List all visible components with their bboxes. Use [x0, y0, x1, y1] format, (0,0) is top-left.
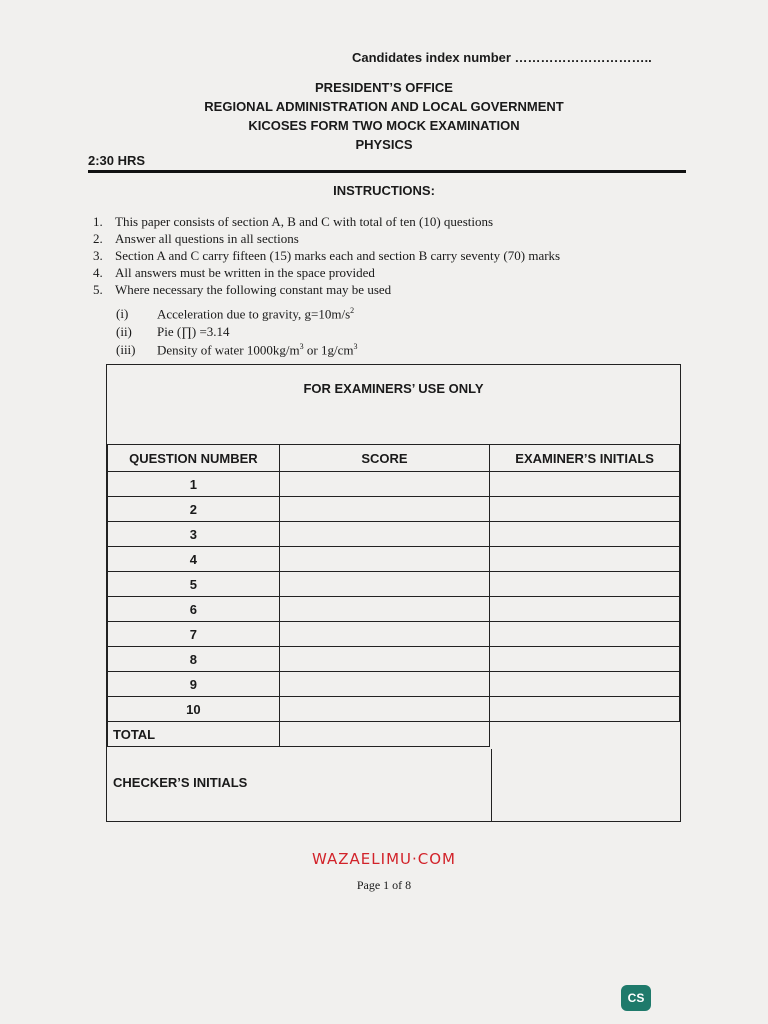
examiner-title: FOR EXAMINERS’ USE ONLY [303, 381, 484, 396]
candidate-index-line: Candidates index number ………………………….. [352, 50, 652, 65]
initials-cell[interactable] [490, 522, 680, 547]
instruction-item: 2. Answer all questions in all sections [93, 231, 299, 246]
table-row [108, 697, 680, 722]
header-question-number: QUESTION NUMBER [108, 445, 280, 472]
header-examiner-initials: EXAMINER’S INITIALS [490, 445, 680, 472]
table-row [108, 522, 680, 547]
score-cell[interactable] [279, 547, 490, 572]
score-cell[interactable] [279, 672, 490, 697]
initials-cell[interactable] [490, 672, 680, 697]
table-row [108, 672, 680, 697]
score-cell[interactable] [279, 647, 490, 672]
score-cell[interactable] [279, 597, 490, 622]
score-cell[interactable] [279, 497, 490, 522]
initials-cell[interactable] [490, 622, 680, 647]
header-score: SCORE [279, 445, 490, 472]
examiner-box [106, 364, 681, 822]
question-number: 6 [108, 597, 280, 622]
table-header-row [108, 445, 680, 472]
initials-cell[interactable] [490, 647, 680, 672]
table-row [108, 497, 680, 522]
question-number: 9 [108, 672, 280, 697]
exam-duration: 2:30 HRS [88, 153, 146, 168]
score-table [107, 444, 680, 747]
table-row [108, 597, 680, 622]
score-cell[interactable] [279, 522, 490, 547]
header-exam: KICOSES FORM TWO MOCK EXAMINATION [248, 118, 520, 133]
total-label: TOTAL [108, 722, 280, 747]
constant-gravity: (i) Acceleration due to gravity, $g=10m/s^2$ [116, 306, 355, 322]
question-number: 3 [108, 522, 280, 547]
initials-cell[interactable] [490, 497, 680, 522]
total-score-cell[interactable] [279, 722, 490, 747]
table-row [108, 472, 680, 497]
instruction-item: 5. Where necessary the following constant may be used [93, 282, 392, 297]
initials-cell[interactable] [490, 472, 680, 497]
scanner-badge-icon: CS [621, 985, 651, 1011]
checker-divider [491, 749, 492, 821]
initials-cell[interactable] [490, 547, 680, 572]
header-rule [88, 170, 686, 173]
checker-initials-label: CHECKER’S INITIALS [113, 775, 248, 790]
question-number: 5 [108, 572, 280, 597]
checker-section [107, 749, 680, 821]
score-cell[interactable] [279, 572, 490, 597]
score-cell[interactable] [279, 622, 490, 647]
instruction-item: 3. Section A and C carry fifteen (15) marks each and section B carry seventy (70) marks [93, 248, 561, 263]
instruction-item: 1. This paper consists of section A, B and C with total of ten (10) questions [93, 214, 494, 229]
table-row [108, 547, 680, 572]
question-number: 8 [108, 647, 280, 672]
total-blank-cell [490, 722, 680, 747]
question-number: 7 [108, 622, 280, 647]
header-region: REGIONAL ADMINISTRATION AND LOCAL GOVERNMENT [204, 99, 564, 114]
table-row [108, 622, 680, 647]
question-number: 4 [108, 547, 280, 572]
initials-cell[interactable] [490, 597, 680, 622]
instructions-title: INSTRUCTIONS: [333, 183, 435, 198]
page-number: Page 1 of 8 [356, 878, 412, 892]
constant-pie: (ii) Pie (∏) =3.14 [116, 324, 230, 339]
brand-watermark: WAZAELIMU·COM [312, 850, 456, 868]
header-subject: PHYSICS [355, 137, 413, 152]
initials-cell[interactable] [490, 697, 680, 722]
table-row [108, 647, 680, 672]
total-row [108, 722, 680, 747]
question-number: 10 [108, 697, 280, 722]
instruction-item: 4. All answers must be written in the space provided [93, 265, 375, 280]
header-office: PRESIDENT’S OFFICE [315, 80, 453, 95]
constant-water-density: (iii) Density of water $1000kg/m^3$ or $1g/cm^3$ [116, 342, 358, 358]
score-cell[interactable] [279, 697, 490, 722]
table-row [108, 572, 680, 597]
question-number: 1 [108, 472, 280, 497]
initials-cell[interactable] [490, 572, 680, 597]
question-number: 2 [108, 497, 280, 522]
score-cell[interactable] [279, 472, 490, 497]
